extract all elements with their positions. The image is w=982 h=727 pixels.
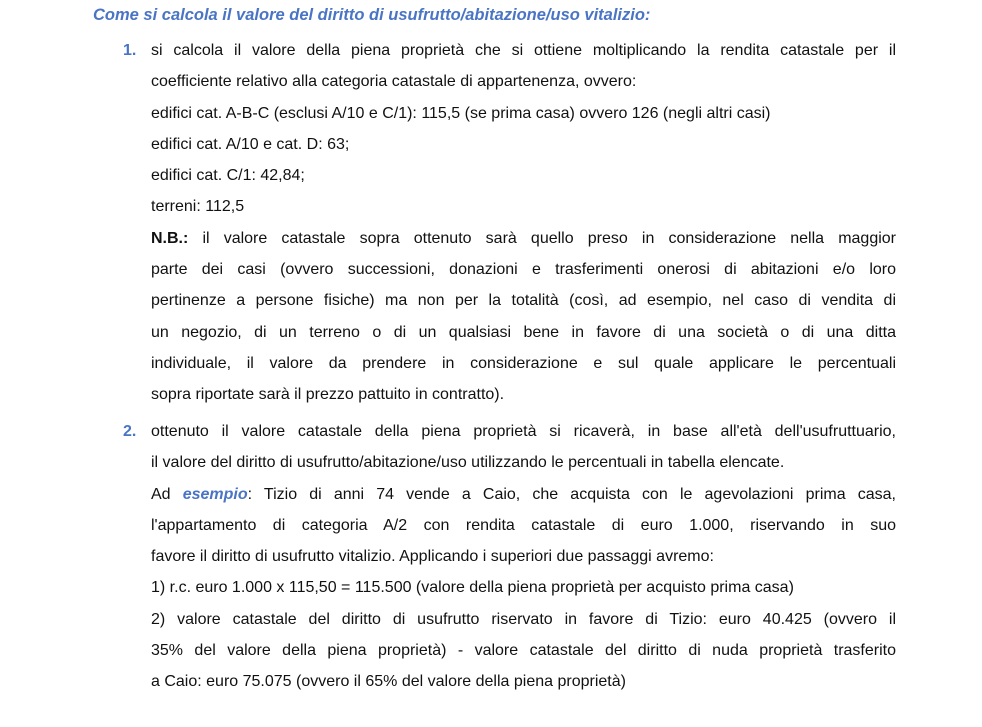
- section-heading: Come si calcola il valore del diritto di usufrutto/abitazione/uso vitalizio:: [93, 6, 651, 24]
- example-prefix: Ad: [151, 485, 183, 503]
- list-item-1-body: [151, 35, 896, 411]
- nb-text: il valore catastale sopra ottenuto sarà quello preso in considerazione nella maggior: [188, 229, 896, 247]
- list-number-2: 2.: [123, 423, 137, 440]
- text-line: sopra riportate sarà il prezzo pattuito in contratto).: [151, 386, 505, 404]
- text-line: l'appartamento di categoria A/2 con rendita catastale di euro 1.000, riservando in suo: [151, 516, 896, 534]
- text-line: 35% del valore della piena proprietà) - valore catastale del diritto di nuda proprietà trasferito: [151, 642, 896, 660]
- text-line: individuale, il valore da prendere in considerazione e sul quale applicare le percentuali: [151, 354, 896, 372]
- text-line: pertinenze a persone fisiche) ma non per la totalità (così, ad esempio, nel caso di vendita di: [151, 292, 896, 310]
- text-line: 2) valore catastale del diritto di usufrutto riservato in favore di Tizio: euro 40.425 (ovvero il: [151, 610, 896, 628]
- example-label: esempio: [182, 485, 248, 503]
- example-text: : Tizio di anni 74 vende a Caio, che acquista con le agevolazioni prima casa,: [247, 485, 897, 503]
- text-line: ottenuto il valore catastale della piena proprietà si ricaverà, in base all'età dell'usufruttuario,: [151, 423, 896, 440]
- text-line: terreni: 112,5: [151, 198, 245, 216]
- list-number-1: 1.: [123, 42, 137, 59]
- text-line: edifici cat. C/1: 42,84;: [151, 167, 305, 185]
- text-line: si calcola il valore della piena proprietà che si ottiene moltiplicando la rendita catastale per il: [151, 42, 896, 59]
- nb-line: [151, 223, 896, 254]
- nb-label: N.B.:: [151, 229, 189, 247]
- text-line: favore il diritto di usufrutto vitalizio. Applicando i superiori due passaggi avremo:: [151, 548, 714, 566]
- text-line: il valore del diritto di usufrutto/abitazione/uso utilizzando le percentuali in tabella elencate.: [151, 454, 785, 472]
- text-line: coefficiente relativo alla categoria catastale di appartenenza, ovvero:: [151, 73, 637, 91]
- text-line: un negozio, di un terreno o di un qualsiasi bene in favore di una società o di una ditta: [151, 323, 896, 341]
- text-line: 1) r.c. euro 1.000 x 115,50 = 115.500 (valore della piena proprietà per acquisto prima casa): [151, 579, 794, 597]
- text-line: edifici cat. A/10 e cat. D: 63;: [151, 135, 350, 153]
- example-line: [151, 479, 896, 510]
- text-line: parte dei casi (ovvero successioni, donazioni e trasferimenti onerosi di abitazioni e/o loro: [151, 261, 896, 279]
- text-line: a Caio: euro 75.075 (ovvero il 65% del valore della piena proprietà): [151, 673, 626, 691]
- text-line: edifici cat. A-B-C (esclusi A/10 e C/1): 115,5 (se prima casa) ovvero 126 (negli altri casi): [151, 104, 771, 122]
- list-item-2-body: [151, 416, 896, 698]
